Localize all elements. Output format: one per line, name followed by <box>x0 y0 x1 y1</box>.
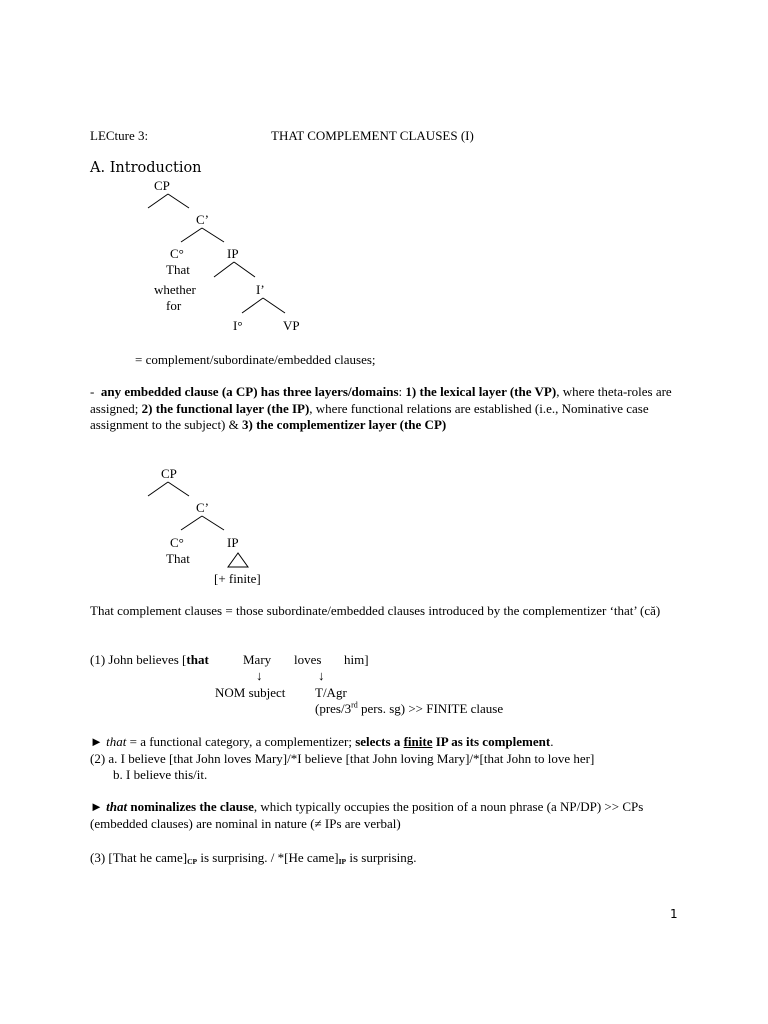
tree1-whether-word: whether <box>154 282 196 297</box>
pres-text: (pres/3 <box>315 701 352 716</box>
tree2-that-word: That <box>166 551 190 566</box>
pers-text: pers. sg) >> FINITE clause <box>357 701 504 716</box>
example-2b: b. I believe this/it. <box>113 767 208 782</box>
example-1 <box>90 652 209 668</box>
document-title: THAT COMPLEMENT CLAUSES (I) <box>271 128 474 143</box>
tree1-for-word: for <box>166 298 182 313</box>
complementizer-layer: 3) the complementizer layer (the CP) <box>242 417 447 432</box>
example-3 <box>90 850 417 870</box>
point1-end: . <box>550 734 554 749</box>
embedded-clause-note: = complement/subordinate/embedded clauses; <box>135 352 376 367</box>
example-3-part-3: is surprising. <box>346 850 417 865</box>
lexical-layer: 1) the lexical layer (the VP) <box>405 384 557 399</box>
example-1-prefix: (1) John believes [ <box>90 652 187 667</box>
three-layers-paragraph <box>90 384 690 434</box>
example-1-loves: loves <box>294 652 322 667</box>
lecture-label: LECture 3: <box>90 128 149 143</box>
tagr-label: T/Agr <box>315 685 347 700</box>
that-italic: that <box>106 734 127 749</box>
finite-underlined: finite <box>403 734 433 749</box>
tree1-ip-node: IP <box>227 246 239 261</box>
down-arrow-icon: ↓ <box>256 668 263 683</box>
layers-text-1: : <box>398 384 406 399</box>
tree1-cp-node: CP <box>154 178 170 193</box>
section-heading: A. Introduction <box>90 160 202 176</box>
tree2-cbar-node: C’ <box>196 500 209 515</box>
tree2-ip-node: IP <box>227 535 239 550</box>
example-1-mary: Mary <box>243 652 272 667</box>
tree1-i0-node: I° <box>233 318 243 333</box>
rd-superscript: rd <box>351 700 358 710</box>
layers-text-2: , where theta-roles are assigned; <box>90 384 672 416</box>
point2-text: , which typically occupies the position of a noun phrase (a NP/DP) >> CPs (embedded clauses) are nominal in nature (≠ IPs are verbal) <box>90 799 644 831</box>
example-1-that: that <box>186 652 209 667</box>
tree1-vp-node: VP <box>283 318 300 333</box>
tree2-cp-node: CP <box>161 466 177 481</box>
down-arrow-icon: ↓ <box>318 668 325 683</box>
pointer-arrow-icon: ► <box>90 799 103 814</box>
layers-bold-1: any embedded clause (a CP) has three layers/domains <box>100 384 399 399</box>
tree1-ibar-node: I’ <box>256 282 265 297</box>
tree2-c0-node: C° <box>170 535 184 550</box>
point1-bold-2: IP as its complement <box>432 734 551 749</box>
point1-bold-1: selects a <box>355 734 404 749</box>
that-clause-definition: That complement clauses = those subordinate/embedded clauses introduced by the complementizer ‘that’ (că) <box>90 603 661 618</box>
that-complementizer-point <box>90 734 553 750</box>
finite-clause-note <box>315 701 503 717</box>
example-1-him: him] <box>344 652 369 667</box>
point1-text: = a functional category, a complementizer; <box>126 734 356 749</box>
example-2a: (2) a. I believe [that John loves Mary]/*I believe [that John loving Mary]/*[that John to love her] <box>90 751 595 766</box>
cp-subscript: CP <box>187 857 198 866</box>
dash: - <box>90 384 95 399</box>
ip-subscript: IP <box>338 857 347 866</box>
pointer-arrow-icon: ► <box>90 734 103 749</box>
nominalizes-bold: nominalizes the clause <box>127 799 254 814</box>
page-number: 1 <box>670 907 678 921</box>
nominalizes-point <box>90 799 690 832</box>
functional-layer: 2) the functional layer (the IP) <box>141 400 310 416</box>
tree1-c0-node: C° <box>170 246 184 261</box>
tree2-finite-label: [+ finite] <box>214 571 261 586</box>
tree1-cbar-node: C’ <box>196 212 209 227</box>
tree1-that-word: That <box>166 262 190 277</box>
layers-text-3: , where functional relations are established (i.e., Nominative case assignment to the subject) & <box>90 400 649 432</box>
example-3-part-2: is surprising. / *[He came] <box>197 850 339 865</box>
that-bold-italic: that <box>106 799 128 814</box>
nom-subject-label: NOM subject <box>215 685 286 700</box>
example-3-part-1: (3) [That he came] <box>90 850 188 865</box>
